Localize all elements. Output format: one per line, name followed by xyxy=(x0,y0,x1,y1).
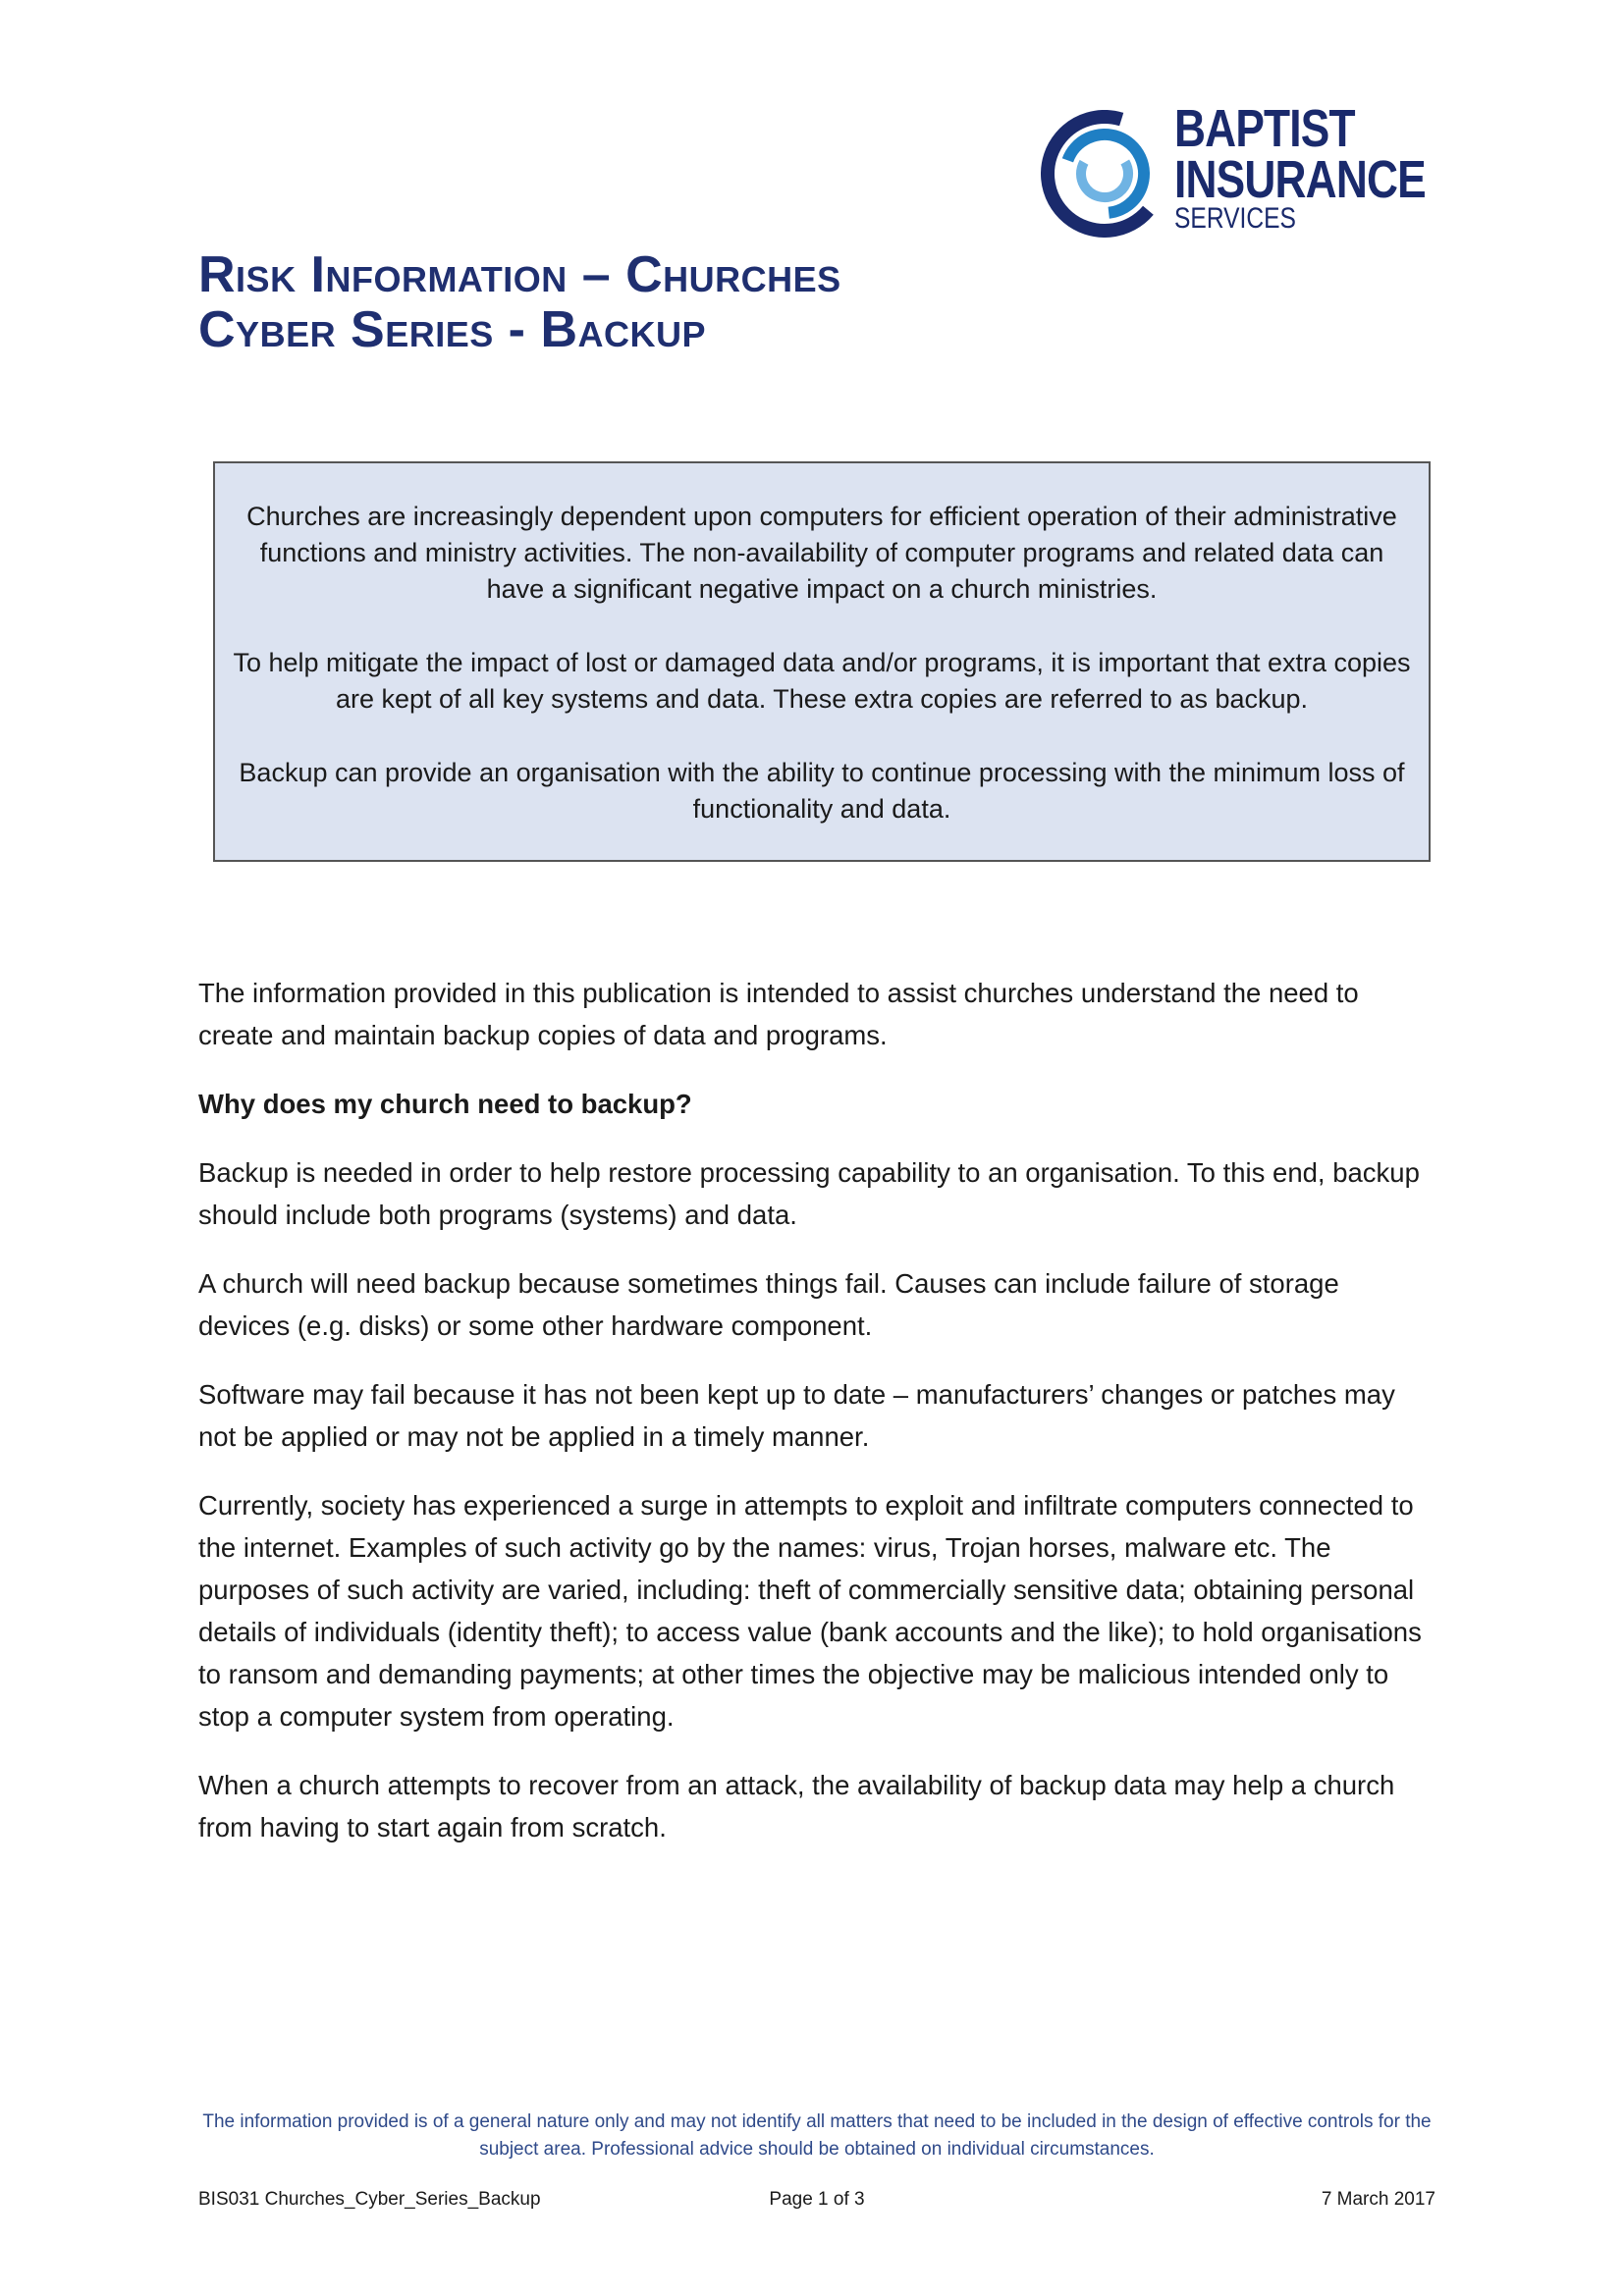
title-line-2: Cyber Series - Backup xyxy=(198,301,707,358)
document-title xyxy=(198,247,841,357)
body-paragraph: Currently, society has experienced a surge in attempts to exploit and infiltrate computers connected to the internet. Examples of such activity go by the names: virus, Trojan horses, malware etc. The purposes of such activity are varied, including: theft of commercially sensitive data; obtaining personal details of individuals (identity theft); to access value (bank accounts and the like); to hold organisations to ransom and demanding payments; at other times the objective may be malicious intended only to stop a computer system from operating. xyxy=(198,1490,1422,1732)
footer-date: 7 March 2017 xyxy=(1321,2189,1435,2210)
document-body xyxy=(198,972,1435,1875)
baptist-insurance-logo xyxy=(1041,99,1434,240)
footer-doc-id: BIS031 Churches_Cyber_Series_Backup xyxy=(198,2189,541,2210)
footer-page-number: Page 1 of 3 xyxy=(769,2189,865,2210)
body-paragraph: The information provided in this publication is intended to assist churches understand the need to create and maintain backup copies of data and programs. xyxy=(198,978,1359,1050)
logo-text-baptist: BAPTIST xyxy=(1174,99,1355,158)
section-heading: Why does my church need to backup? xyxy=(198,1089,692,1119)
disclaimer: The information provided is of a general nature only and may not identify all matters that need to be included in the design of effective controls for the subject area. Professional advice should be obtained on individual circumstances. xyxy=(202,2111,1432,2160)
intro-paragraph: Churches are increasingly dependent upon computers for efficient operation of their administrative functions and ministry activities. The non-availability of computer programs and related data can have a significant negative impact on a church ministries. xyxy=(246,502,1397,604)
swirl-logo-icon xyxy=(1041,110,1168,238)
intro-summary-box xyxy=(213,461,1431,862)
title-line-1: Risk Information – Churches xyxy=(198,246,841,303)
body-paragraph: A church will need backup because sometimes things fail. Causes can include failure of storage devices (e.g. disks) or some other hardware component. xyxy=(198,1268,1339,1341)
body-paragraph: Software may fail because it has not been kept up to date – manufacturers’ changes or patches may not be applied or may not be applied in a timely manner. xyxy=(198,1379,1395,1452)
logo-text-services: SERVICES xyxy=(1174,202,1296,235)
body-paragraph: When a church attempts to recover from an attack, the availability of backup data may help a church from having to start again from scratch. xyxy=(198,1770,1395,1842)
intro-paragraph: To help mitigate the impact of lost or damaged data and/or programs, it is important that extra copies are kept of all key systems and data. These extra copies are referred to as backup. xyxy=(233,648,1411,714)
body-paragraph: Backup is needed in order to help restore processing capability to an organisation. To this end, backup should include both programs (systems) and data. xyxy=(198,1157,1420,1230)
logo-text-insurance: INSURANCE xyxy=(1174,150,1426,209)
intro-paragraph: Backup can provide an organisation with the ability to continue processing with the minimum loss of functionality and data. xyxy=(239,758,1405,824)
